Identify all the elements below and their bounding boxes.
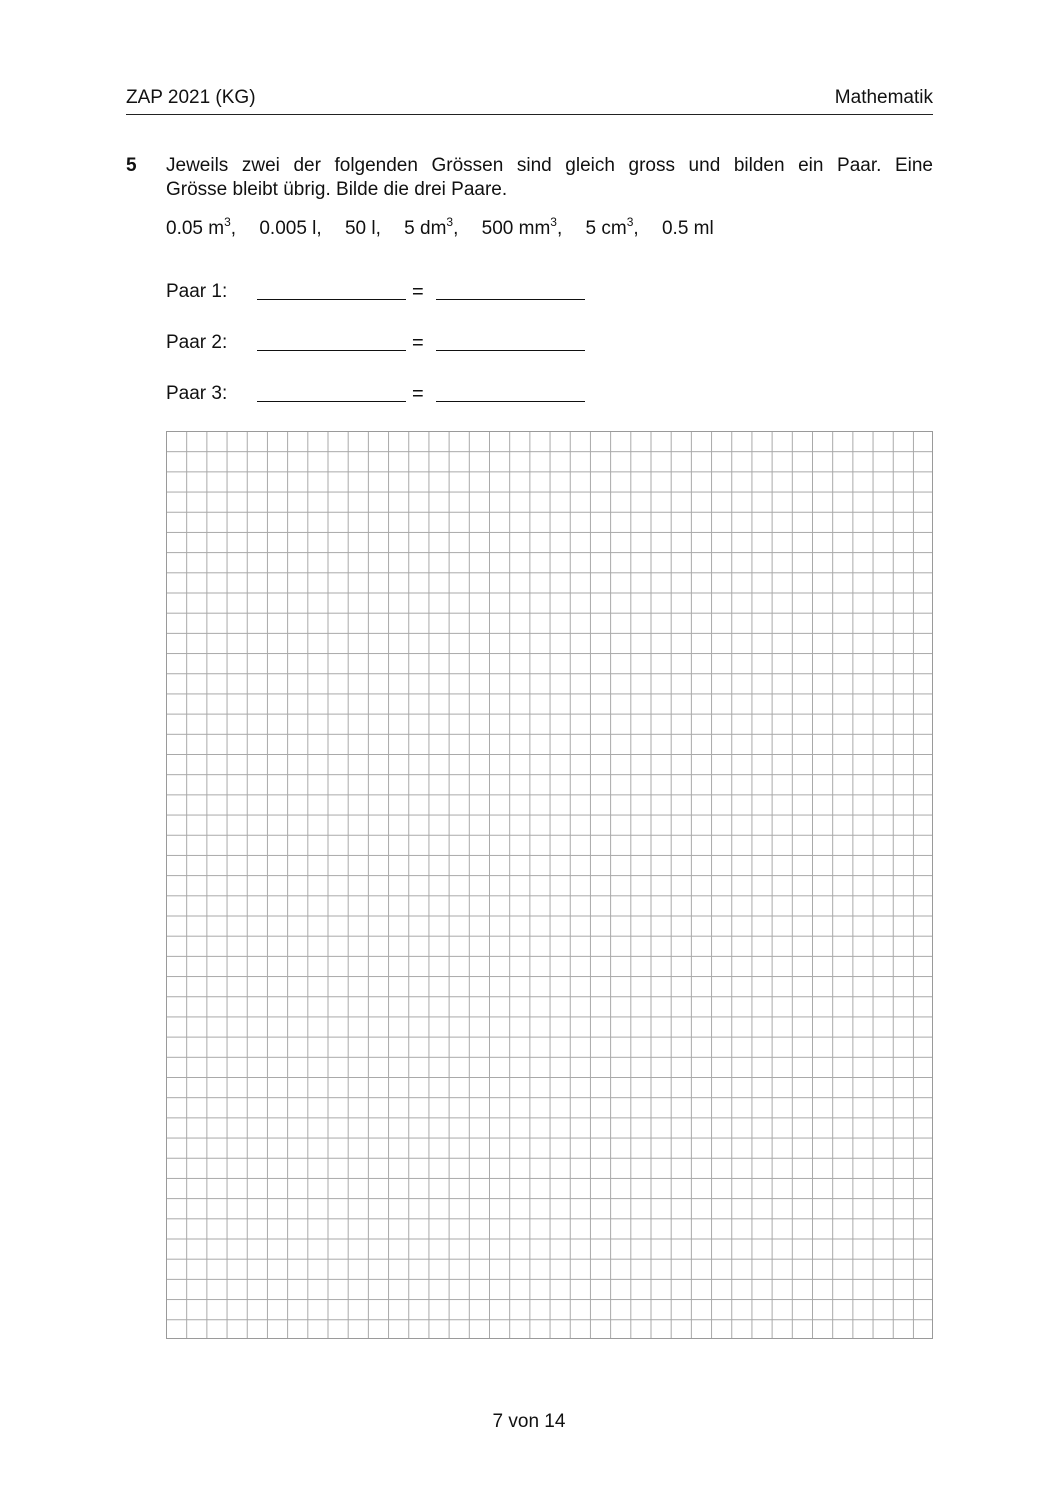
page-number: 7 von 14	[492, 1411, 566, 1432]
quantity-item: 0.005 l,	[259, 218, 322, 239]
quantity-item: 50 l,	[344, 218, 381, 239]
equals-sign: =	[412, 281, 424, 303]
answer-blank-left[interactable]	[257, 350, 406, 351]
pair-label: Paar 3:	[166, 383, 228, 404]
answer-blank-right[interactable]	[436, 350, 585, 351]
pair-row-2	[166, 331, 596, 359]
page-header	[126, 86, 933, 115]
graph-paper-work-area[interactable]	[166, 431, 933, 1339]
quantity-item: 5 $cm^3$,	[585, 215, 639, 239]
quantity-item: 0.5 ml	[661, 218, 714, 239]
quantity-item: 5 $dm^3$,	[404, 215, 459, 239]
quantities-list	[166, 216, 732, 242]
task-instructions	[166, 154, 933, 202]
pair-label: Paar 1:	[166, 281, 228, 302]
answer-blank-right[interactable]	[436, 401, 585, 402]
pair-label: Paar 2:	[166, 332, 228, 353]
equals-sign: =	[412, 332, 424, 354]
quantity-item: 0.05 $m^3$,	[166, 215, 237, 239]
equals-sign: =	[412, 383, 424, 405]
exam-title: ZAP 2021 (KG)	[126, 87, 256, 108]
pair-row-1	[166, 280, 596, 308]
answer-blank-left[interactable]	[257, 401, 406, 402]
pair-row-3	[166, 382, 596, 410]
task-text-line-1: Jeweils zwei der folgenden Grössen sind gleich gross und bilden ein Paar. Eine	[166, 155, 933, 176]
answer-blank-right[interactable]	[436, 299, 585, 300]
quantity-item: 500 $mm^3$,	[481, 215, 563, 239]
task-number: 5	[126, 155, 137, 176]
task-text-line-2: Grösse bleibt übrig. Bilde die drei Paare.	[166, 179, 508, 200]
answer-blank-left[interactable]	[257, 299, 406, 300]
subject-title: Mathematik	[834, 87, 933, 108]
